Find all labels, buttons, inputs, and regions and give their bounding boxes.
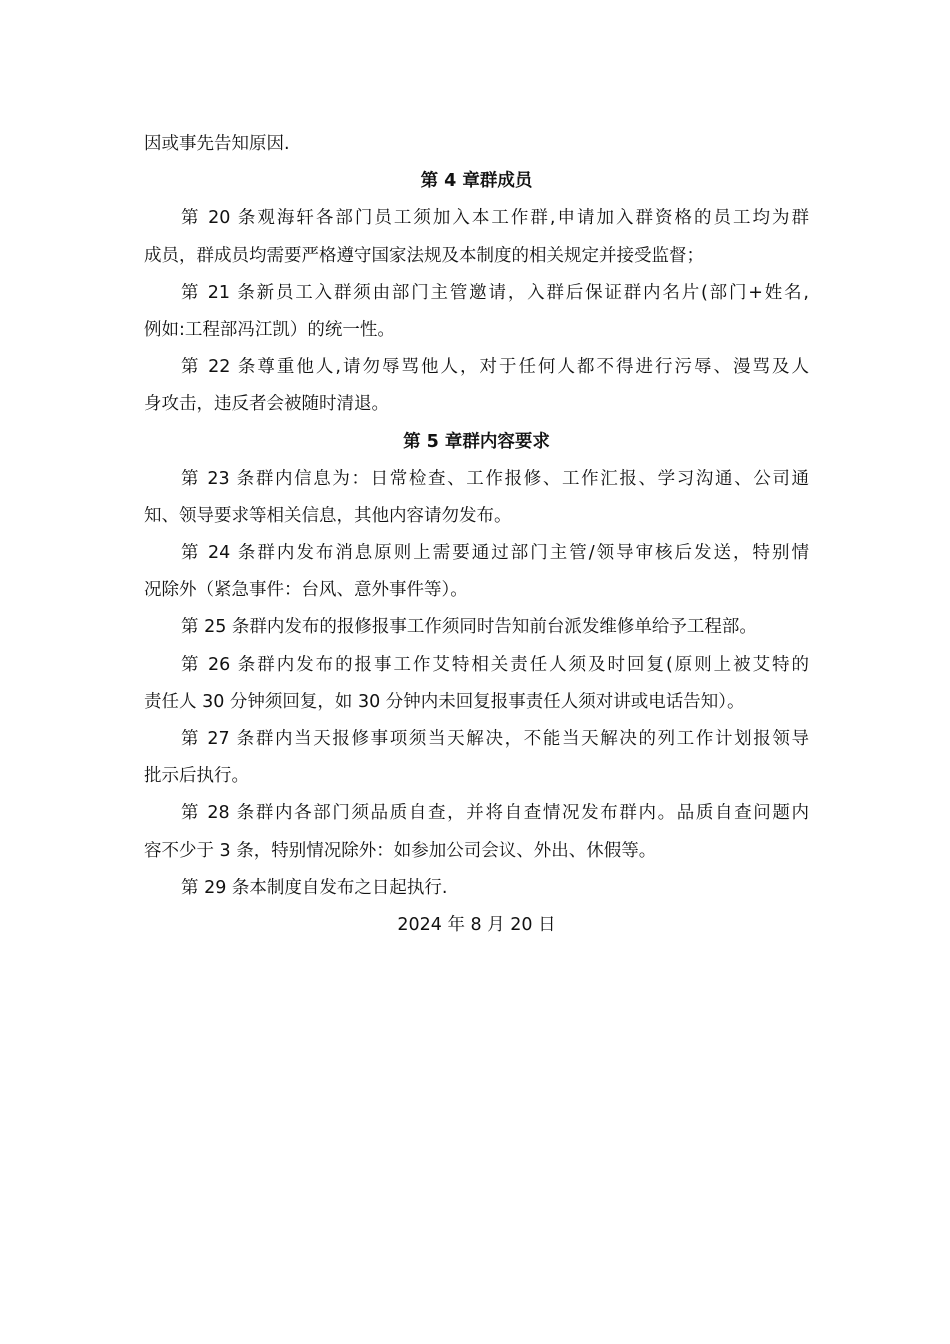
article-28-line-2: 容不少于 3 条，特别情况除外：如参加公司会议、外出、休假等。: [144, 840, 657, 861]
document-date: 2024 年 8 月 20 日: [397, 914, 556, 935]
article-27-line-2: 批示后执行。: [144, 766, 249, 787]
article-23-line-1: 第 23 条群内信息为：日常检查、工作报修、工作汇报、学习沟通、公司通: [181, 468, 809, 489]
article-26-line-1: 第 26 条群内发布的报事工作艾特相关责任人须及时回复(原则上被艾特的: [181, 654, 809, 675]
article-22-line-1: 第 22 条尊重他人,请勿辱骂他人，对于任何人都不得进行污辱、漫骂及人: [181, 357, 809, 378]
article-27-line-1: 第 27 条群内当天报修事项须当天解决，不能当天解决的列工作计划报领导: [181, 729, 809, 749]
article-25-line-1: 第 25 条群内发布的报修报事工作须同时告知前台派发维修单给予工程部。: [181, 617, 757, 638]
chapter-heading: 第 5 章群内容要求: [403, 431, 550, 452]
article-28-line-1: 第 28 条群内各部门须品质自查，并将自查情况发布群内。品质自查问题内: [181, 803, 809, 824]
article-26-line-2: 责任人 30 分钟须回复，如 30 分钟内未回复报事责任人须对讲或电话告知）。: [144, 691, 745, 712]
article-22-line-2: 身攻击，违反者会被随时清退。: [144, 394, 389, 415]
paragraph-line: 因或事先告知原因.: [144, 134, 290, 154]
document-body: [144, 126, 809, 944]
article-23-line-2: 知、领导要求等相关信息，其他内容请勿发布。: [144, 505, 512, 526]
chapter-heading: 第 4 章群成员: [420, 171, 533, 192]
article-21-line-1: 第 21 条新员工入群须由部门主管邀请，入群后保证群内名片(部门+姓名,: [181, 282, 809, 303]
article-20-line-1: 第 20 条观海轩各部门员工须加入本工作群,申请加入群资格的员工均为群: [181, 208, 809, 229]
article-20-line-2: 成员，群成员均需要严格遵守国家法规及本制度的相关规定并接受监督；: [144, 245, 704, 266]
article-24-line-2: 况除外（紧急事件：台风、意外事件等）。: [144, 580, 468, 601]
article-21-line-2: 例如:工程部冯江凯）的统一性。: [144, 319, 395, 340]
article-29-line-1: 第 29 条本制度自发布之日起执行.: [181, 877, 448, 898]
article-24-line-1: 第 24 条群内发布消息原则上需要通过部门主管/领导审核后发送，特别情: [181, 543, 809, 564]
